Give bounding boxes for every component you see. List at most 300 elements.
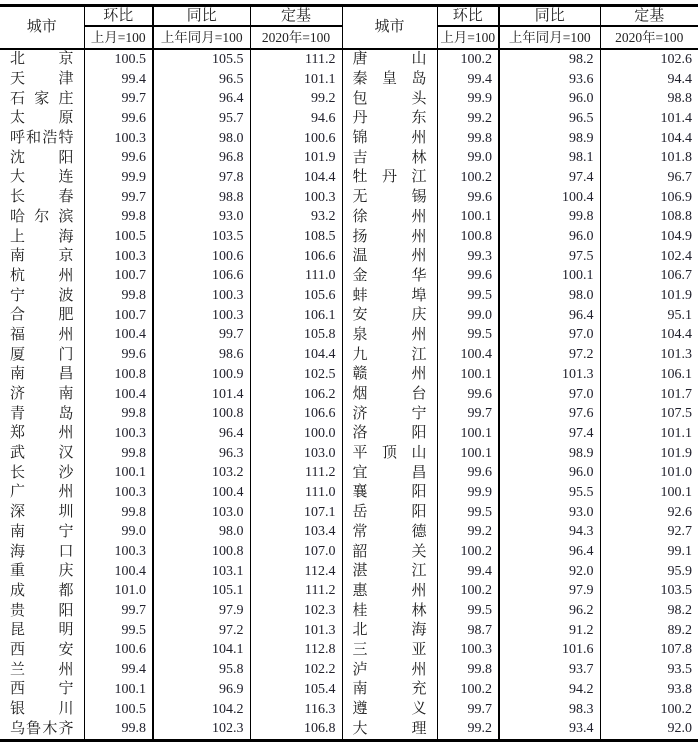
city-name: 福州 bbox=[10, 326, 74, 343]
table-row bbox=[0, 168, 698, 188]
city-cell bbox=[0, 286, 84, 306]
city-cell bbox=[342, 227, 437, 247]
mom-value-cell: 99.7 bbox=[437, 700, 499, 720]
header-yoy-left: 同比 bbox=[153, 6, 250, 27]
mom-value-cell: 99.8 bbox=[84, 404, 153, 424]
mom-value-cell: 100.2 bbox=[437, 582, 499, 602]
mom-value-cell: 100.1 bbox=[437, 208, 499, 228]
yoy-value-cell: 95.8 bbox=[153, 660, 250, 680]
base-value-cell: 105.6 bbox=[250, 286, 342, 306]
table-header bbox=[0, 6, 698, 50]
city-name: 天津 bbox=[10, 71, 74, 88]
city-cell bbox=[342, 503, 437, 523]
city-name: 南宁 bbox=[10, 523, 74, 540]
city-name: 北京 bbox=[10, 51, 74, 68]
yoy-value-cell: 96.4 bbox=[499, 306, 600, 326]
city-cell bbox=[0, 719, 84, 740]
table-row bbox=[0, 109, 698, 129]
city-cell bbox=[342, 562, 437, 582]
yoy-value-cell: 96.0 bbox=[499, 89, 600, 109]
base-value-cell: 104.4 bbox=[250, 345, 342, 365]
table-row bbox=[0, 385, 698, 405]
yoy-value-cell: 96.4 bbox=[153, 424, 250, 444]
yoy-value-cell: 98.2 bbox=[499, 49, 600, 70]
yoy-value-cell: 98.9 bbox=[499, 129, 600, 149]
city-name: 杭州 bbox=[10, 267, 74, 284]
yoy-value-cell: 100.1 bbox=[499, 267, 600, 287]
table-row bbox=[0, 267, 698, 287]
header-mom-base-right: 上月=100 bbox=[437, 26, 499, 49]
base-value-cell: 101.4 bbox=[660, 110, 692, 126]
base-value-cell: 103.5 bbox=[660, 583, 692, 599]
city-name: 牡丹江 bbox=[352, 169, 427, 186]
mom-value-cell: 100.1 bbox=[437, 424, 499, 444]
table-row bbox=[0, 208, 698, 228]
mom-value-cell: 99.9 bbox=[437, 89, 499, 109]
city-cell bbox=[342, 660, 437, 680]
base-value-cell: 104.4 bbox=[660, 130, 692, 146]
city-cell bbox=[0, 601, 84, 621]
base-value-cell: 106.9 bbox=[660, 189, 692, 205]
base-value-cell: 108.5 bbox=[250, 227, 342, 247]
base-value-cell: 103.0 bbox=[250, 444, 342, 464]
base-value-cell: 99.1 bbox=[667, 544, 692, 560]
city-name: 宁波 bbox=[10, 287, 74, 304]
base-value-cell: 93.2 bbox=[250, 208, 342, 228]
base-value-cell: 112.4 bbox=[250, 562, 342, 582]
table-row bbox=[0, 227, 698, 247]
mom-value-cell: 100.6 bbox=[84, 641, 153, 661]
yoy-value-cell: 99.7 bbox=[153, 326, 250, 346]
base-value-cell: 100.1 bbox=[660, 484, 692, 500]
yoy-value-cell: 97.9 bbox=[153, 601, 250, 621]
base-value-cell: 106.6 bbox=[250, 404, 342, 424]
base-value-cell: 100.2 bbox=[660, 701, 692, 717]
mom-value-cell: 99.2 bbox=[437, 523, 499, 543]
city-cell bbox=[342, 621, 437, 641]
city-cell bbox=[0, 247, 84, 267]
table-row bbox=[0, 641, 698, 661]
city-name: 大理 bbox=[352, 720, 427, 737]
base-value-cell: 108.8 bbox=[660, 209, 692, 225]
mom-value-cell: 100.7 bbox=[84, 306, 153, 326]
city-name: 韶关 bbox=[352, 543, 427, 560]
city-cell bbox=[342, 680, 437, 700]
city-cell bbox=[342, 463, 437, 483]
city-name: 泸州 bbox=[352, 661, 427, 678]
city-cell bbox=[0, 680, 84, 700]
city-cell bbox=[0, 306, 84, 326]
city-name: 宜昌 bbox=[352, 464, 427, 481]
header-yoy-right: 同比 bbox=[499, 6, 600, 27]
city-name: 金华 bbox=[352, 267, 427, 284]
table-row bbox=[0, 719, 698, 740]
table-row bbox=[0, 523, 698, 543]
base-value-cell: 111.0 bbox=[250, 267, 342, 287]
base-value-cell: 106.1 bbox=[250, 306, 342, 326]
city-cell bbox=[0, 621, 84, 641]
city-cell bbox=[342, 326, 437, 346]
city-cell bbox=[0, 444, 84, 464]
base-value-cell: 101.7 bbox=[660, 386, 692, 402]
city-cell bbox=[342, 49, 437, 70]
base-value-cell: 101.9 bbox=[660, 288, 692, 304]
city-name: 唐山 bbox=[352, 51, 427, 68]
header-base-right: 定基 bbox=[600, 6, 698, 27]
city-cell bbox=[0, 227, 84, 247]
header-city-right: 城市 bbox=[342, 6, 437, 50]
base-value-cell: 101.9 bbox=[250, 148, 342, 168]
yoy-value-cell: 100.4 bbox=[499, 188, 600, 208]
city-cell bbox=[0, 89, 84, 109]
city-cell bbox=[342, 70, 437, 90]
header-base-base-right: 2020年=100 bbox=[600, 26, 698, 49]
base-value-cell: 104.9 bbox=[660, 229, 692, 245]
yoy-value-cell: 96.4 bbox=[153, 89, 250, 109]
base-value-cell: 93.5 bbox=[667, 662, 692, 678]
base-value-cell: 106.2 bbox=[250, 385, 342, 405]
city-name: 常德 bbox=[352, 523, 427, 540]
base-value-cell: 92.0 bbox=[667, 721, 692, 737]
yoy-value-cell: 93.4 bbox=[499, 719, 600, 740]
base-value-cell: 106.8 bbox=[250, 719, 342, 740]
yoy-value-cell: 96.2 bbox=[499, 601, 600, 621]
table-row bbox=[0, 562, 698, 582]
city-name: 深圳 bbox=[10, 504, 74, 521]
city-name: 安庆 bbox=[352, 307, 427, 324]
base-value-cell: 102.2 bbox=[250, 660, 342, 680]
mom-value-cell: 99.5 bbox=[437, 326, 499, 346]
city-name: 呼和浩特 bbox=[10, 130, 74, 147]
mom-value-cell: 99.5 bbox=[437, 286, 499, 306]
city-cell bbox=[342, 286, 437, 306]
base-value-cell: 102.6 bbox=[660, 51, 692, 67]
city-cell bbox=[0, 345, 84, 365]
header-yoy-base-left: 上年同月=100 bbox=[153, 26, 250, 49]
city-name: 武汉 bbox=[10, 445, 74, 462]
base-value-cell: 104.4 bbox=[250, 168, 342, 188]
base-value-cell: 101.3 bbox=[250, 621, 342, 641]
city-name: 南充 bbox=[352, 681, 427, 698]
yoy-value-cell: 97.2 bbox=[153, 621, 250, 641]
mom-value-cell: 100.1 bbox=[437, 444, 499, 464]
city-cell bbox=[342, 601, 437, 621]
city-cell bbox=[342, 345, 437, 365]
city-name: 徐州 bbox=[352, 208, 427, 225]
yoy-value-cell: 106.6 bbox=[153, 267, 250, 287]
table-row bbox=[0, 188, 698, 208]
city-name: 石家庄 bbox=[10, 90, 74, 107]
table-row bbox=[0, 286, 698, 306]
city-name: 长春 bbox=[10, 189, 74, 206]
city-name: 大连 bbox=[10, 169, 74, 186]
table-row bbox=[0, 463, 698, 483]
yoy-value-cell: 96.9 bbox=[153, 680, 250, 700]
city-name: 丹东 bbox=[352, 110, 427, 127]
mom-value-cell: 99.4 bbox=[84, 660, 153, 680]
city-name: 桂林 bbox=[352, 602, 427, 619]
base-value-cell: 111.2 bbox=[250, 463, 342, 483]
base-value-cell: 103.4 bbox=[250, 523, 342, 543]
yoy-value-cell: 96.8 bbox=[153, 148, 250, 168]
city-cell bbox=[0, 70, 84, 90]
table-row bbox=[0, 365, 698, 385]
base-value-cell: 107.1 bbox=[250, 503, 342, 523]
mom-value-cell: 99.6 bbox=[437, 463, 499, 483]
mom-value-cell: 100.3 bbox=[84, 424, 153, 444]
city-name: 兰州 bbox=[10, 661, 74, 678]
mom-value-cell: 99.0 bbox=[437, 148, 499, 168]
table-row bbox=[0, 444, 698, 464]
city-cell bbox=[0, 385, 84, 405]
base-value-cell: 99.2 bbox=[250, 89, 342, 109]
city-name: 合肥 bbox=[10, 307, 74, 324]
city-name: 锦州 bbox=[352, 130, 427, 147]
city-name: 西宁 bbox=[10, 681, 74, 698]
base-value-cell: 98.8 bbox=[667, 91, 692, 107]
yoy-value-cell: 97.9 bbox=[499, 582, 600, 602]
city-name: 北海 bbox=[352, 622, 427, 639]
city-cell bbox=[342, 208, 437, 228]
base-value-cell: 111.2 bbox=[250, 49, 342, 70]
yoy-value-cell: 98.6 bbox=[153, 345, 250, 365]
city-cell bbox=[0, 404, 84, 424]
table-row bbox=[0, 621, 698, 641]
table-row bbox=[0, 542, 698, 562]
yoy-value-cell: 105.5 bbox=[153, 49, 250, 70]
city-name: 遵义 bbox=[352, 701, 427, 718]
yoy-value-cell: 100.3 bbox=[153, 286, 250, 306]
yoy-value-cell: 103.5 bbox=[153, 227, 250, 247]
city-cell bbox=[0, 49, 84, 70]
table-row bbox=[0, 483, 698, 503]
city-name: 扬州 bbox=[352, 228, 427, 245]
city-name: 南昌 bbox=[10, 366, 74, 383]
table-row bbox=[0, 148, 698, 168]
mom-value-cell: 100.4 bbox=[84, 562, 153, 582]
yoy-value-cell: 103.1 bbox=[153, 562, 250, 582]
city-name: 包头 bbox=[352, 90, 427, 107]
base-value-cell: 101.9 bbox=[660, 445, 692, 461]
city-name: 湛江 bbox=[352, 563, 427, 580]
city-name: 贵阳 bbox=[10, 602, 74, 619]
city-cell bbox=[342, 700, 437, 720]
mom-value-cell: 99.6 bbox=[84, 109, 153, 129]
base-value-cell: 100.6 bbox=[250, 129, 342, 149]
yoy-value-cell: 97.0 bbox=[499, 385, 600, 405]
base-value-cell: 104.4 bbox=[660, 327, 692, 343]
city-name: 烟台 bbox=[352, 386, 427, 403]
base-value-cell: 100.0 bbox=[250, 424, 342, 444]
base-value-cell: 89.2 bbox=[667, 622, 692, 638]
mom-value-cell: 99.8 bbox=[84, 208, 153, 228]
city-cell bbox=[0, 562, 84, 582]
yoy-value-cell: 96.0 bbox=[499, 227, 600, 247]
city-name: 银川 bbox=[10, 701, 74, 718]
city-name: 济南 bbox=[10, 386, 74, 403]
table-row bbox=[0, 345, 698, 365]
city-cell bbox=[342, 148, 437, 168]
city-cell bbox=[342, 306, 437, 326]
city-cell bbox=[0, 542, 84, 562]
yoy-value-cell: 100.9 bbox=[153, 365, 250, 385]
mom-value-cell: 100.4 bbox=[437, 345, 499, 365]
city-cell bbox=[342, 542, 437, 562]
yoy-value-cell: 94.2 bbox=[499, 680, 600, 700]
mom-value-cell: 100.8 bbox=[437, 227, 499, 247]
yoy-value-cell: 98.0 bbox=[153, 129, 250, 149]
mom-value-cell: 98.7 bbox=[437, 621, 499, 641]
table-row bbox=[0, 129, 698, 149]
yoy-value-cell: 97.4 bbox=[499, 168, 600, 188]
city-cell bbox=[342, 267, 437, 287]
base-value-cell: 106.7 bbox=[660, 268, 692, 284]
yoy-value-cell: 95.5 bbox=[499, 483, 600, 503]
mom-value-cell: 101.0 bbox=[84, 582, 153, 602]
mom-value-cell: 100.4 bbox=[84, 326, 153, 346]
table-row bbox=[0, 424, 698, 444]
city-name: 秦皇岛 bbox=[352, 71, 427, 88]
base-value-cell: 112.8 bbox=[250, 641, 342, 661]
mom-value-cell: 100.3 bbox=[84, 483, 153, 503]
city-name: 青岛 bbox=[10, 405, 74, 422]
mom-value-cell: 100.3 bbox=[84, 247, 153, 267]
city-name: 襄阳 bbox=[352, 484, 427, 501]
yoy-value-cell: 103.2 bbox=[153, 463, 250, 483]
base-value-cell: 111.0 bbox=[250, 483, 342, 503]
mom-value-cell: 100.2 bbox=[437, 680, 499, 700]
city-name: 平顶山 bbox=[352, 445, 427, 462]
city-name: 广州 bbox=[10, 484, 74, 501]
mom-value-cell: 100.3 bbox=[84, 129, 153, 149]
city-cell bbox=[0, 208, 84, 228]
city-name: 厦门 bbox=[10, 346, 74, 363]
yoy-value-cell: 100.3 bbox=[153, 306, 250, 326]
city-cell bbox=[0, 168, 84, 188]
header-base-base-left: 2020年=100 bbox=[250, 26, 342, 49]
yoy-value-cell: 103.0 bbox=[153, 503, 250, 523]
mom-value-cell: 100.4 bbox=[84, 385, 153, 405]
city-name: 海口 bbox=[10, 543, 74, 560]
yoy-value-cell: 101.4 bbox=[153, 385, 250, 405]
yoy-value-cell: 95.7 bbox=[153, 109, 250, 129]
mom-value-cell: 99.7 bbox=[437, 404, 499, 424]
header-mom-base-left: 上月=100 bbox=[84, 26, 153, 49]
header-mom-left: 环比 bbox=[84, 6, 153, 27]
mom-value-cell: 99.2 bbox=[437, 109, 499, 129]
base-value-cell: 107.8 bbox=[660, 642, 692, 658]
city-cell bbox=[342, 641, 437, 661]
city-cell bbox=[342, 385, 437, 405]
city-name: 惠州 bbox=[352, 582, 427, 599]
yoy-value-cell: 101.3 bbox=[499, 365, 600, 385]
base-value-cell: 94.6 bbox=[250, 109, 342, 129]
city-name: 上海 bbox=[10, 228, 74, 245]
city-name: 哈尔滨 bbox=[10, 208, 74, 225]
yoy-value-cell: 97.0 bbox=[499, 326, 600, 346]
yoy-value-cell: 93.0 bbox=[153, 208, 250, 228]
city-cell bbox=[0, 582, 84, 602]
mom-value-cell: 100.3 bbox=[437, 641, 499, 661]
yoy-value-cell: 100.4 bbox=[153, 483, 250, 503]
yoy-value-cell: 99.8 bbox=[499, 208, 600, 228]
yoy-value-cell: 97.4 bbox=[499, 424, 600, 444]
mom-value-cell: 99.5 bbox=[437, 601, 499, 621]
mom-value-cell: 99.8 bbox=[437, 660, 499, 680]
base-value-cell: 101.1 bbox=[250, 70, 342, 90]
header-yoy-base-right: 上年同月=100 bbox=[499, 26, 600, 49]
base-value-cell: 92.7 bbox=[667, 524, 692, 540]
city-name: 南京 bbox=[10, 248, 74, 265]
mom-value-cell: 99.8 bbox=[437, 129, 499, 149]
city-cell bbox=[342, 168, 437, 188]
mom-value-cell: 99.0 bbox=[437, 306, 499, 326]
yoy-value-cell: 96.4 bbox=[499, 542, 600, 562]
yoy-value-cell: 100.8 bbox=[153, 542, 250, 562]
city-name: 乌鲁木齐 bbox=[10, 720, 74, 737]
yoy-value-cell: 91.2 bbox=[499, 621, 600, 641]
mom-value-cell: 100.3 bbox=[84, 542, 153, 562]
city-cell bbox=[0, 267, 84, 287]
yoy-value-cell: 93.7 bbox=[499, 660, 600, 680]
base-value-cell: 102.4 bbox=[660, 248, 692, 264]
base-value-cell: 93.8 bbox=[667, 681, 692, 697]
base-value-cell: 106.1 bbox=[660, 366, 692, 382]
city-cell bbox=[0, 483, 84, 503]
yoy-value-cell: 98.8 bbox=[153, 188, 250, 208]
mom-value-cell: 100.2 bbox=[437, 168, 499, 188]
city-cell bbox=[342, 188, 437, 208]
yoy-value-cell: 102.3 bbox=[153, 719, 250, 740]
city-name: 泉州 bbox=[352, 326, 427, 343]
city-cell bbox=[342, 444, 437, 464]
table-body bbox=[0, 49, 698, 741]
city-name: 温州 bbox=[352, 248, 427, 265]
mom-value-cell: 99.4 bbox=[84, 70, 153, 90]
yoy-value-cell: 100.8 bbox=[153, 404, 250, 424]
base-value-cell: 101.0 bbox=[660, 465, 692, 481]
yoy-value-cell: 93.0 bbox=[499, 503, 600, 523]
yoy-value-cell: 93.6 bbox=[499, 70, 600, 90]
city-cell bbox=[0, 523, 84, 543]
mom-value-cell: 99.8 bbox=[84, 503, 153, 523]
mom-value-cell: 99.7 bbox=[84, 89, 153, 109]
city-cell bbox=[0, 700, 84, 720]
base-value-cell: 92.6 bbox=[667, 504, 692, 520]
base-value-cell: 101.3 bbox=[660, 347, 692, 363]
city-cell bbox=[0, 129, 84, 149]
header-city-left: 城市 bbox=[0, 6, 84, 50]
yoy-value-cell: 97.5 bbox=[499, 247, 600, 267]
city-cell bbox=[342, 129, 437, 149]
city-cell bbox=[0, 641, 84, 661]
mom-value-cell: 99.8 bbox=[84, 444, 153, 464]
header-base-left: 定基 bbox=[250, 6, 342, 27]
mom-value-cell: 99.8 bbox=[84, 286, 153, 306]
mom-value-cell: 99.7 bbox=[84, 601, 153, 621]
base-value-cell: 111.2 bbox=[250, 582, 342, 602]
table-row bbox=[0, 660, 698, 680]
city-name: 重庆 bbox=[10, 563, 74, 580]
yoy-value-cell: 98.0 bbox=[499, 286, 600, 306]
mom-value-cell: 99.4 bbox=[437, 562, 499, 582]
table-row bbox=[0, 89, 698, 109]
mom-value-cell: 99.2 bbox=[437, 719, 499, 740]
base-value-cell: 101.1 bbox=[660, 425, 692, 441]
yoy-value-cell: 105.1 bbox=[153, 582, 250, 602]
yoy-value-cell: 104.2 bbox=[153, 700, 250, 720]
table-row bbox=[0, 70, 698, 90]
